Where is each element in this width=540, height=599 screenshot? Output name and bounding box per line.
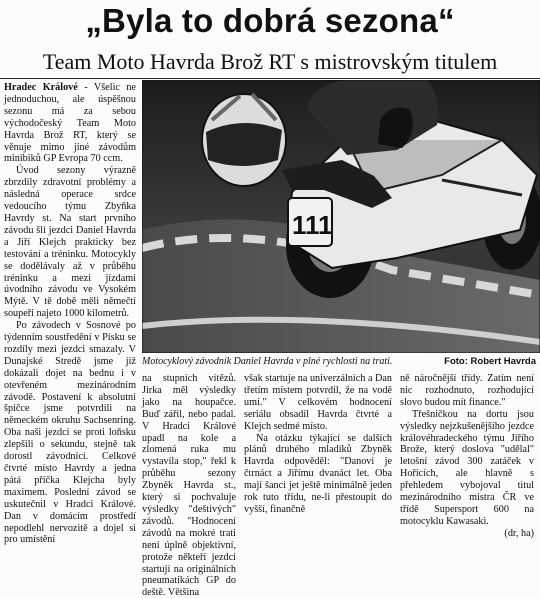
dateline-place: Hradec Králové	[4, 82, 78, 93]
paragraph: Po závodech v Sosnové po týdenním soustředění v Písku se rozdíly mezi jezdci smazaly. V Dunajské Stredě jsme již dokázali dojet na bednu i v otevřeném mezinárodním závodě. Postavení k absolutní špičce jsme potvrdili na německém okruhu Sachsenring. Oba naši jezdci se proti loňsku zlepšili o sekundu, stejně tak dorostl závodníci. Celkové čtvrté místo Havrdy a jedna pátá příčka Klejcha byly maximem. Poslední závod se uskutečnil v Hradci Králové. Dan v domácím prostředí nepodlehl nervozitě a dojel si pro umístění	[4, 320, 136, 546]
column-4	[400, 373, 534, 540]
paragraph: Třešničkou na dortu jsou výsledky nejzkušenějšího jezdce královéhradeckého týmu Jiřího Brože, který doslova "udělal" letošní závod 300 zatáček v Hořicích, ale hlavně s přehledem vybojoval titul mezinárodního mistra ČR ve třídě Supersport 600 na motocyklu Kawasaki.	[400, 408, 534, 527]
author-signature: (dr, ha)	[504, 527, 534, 539]
photo-credit: Foto: Robert Havrda	[444, 356, 536, 367]
motorcycle-photo	[142, 80, 540, 353]
column-3	[244, 373, 392, 516]
photo-caption: Motocyklový závodník Daniel Havrda v plné rychlosti na trati.	[142, 356, 393, 367]
paragraph: však startuje na univerzálních a Dan třetím místem potvrdil, že na vodě umí." V celkovém hodnocení seriálu obsadil Havrda čtvrté a Klejch sedmé místo.	[244, 373, 392, 432]
paragraph: ně náročnější třídy. Zatím není nic rozhodnuto, rozhodující slovo budou mít finance."	[400, 373, 534, 408]
paragraph: Na otázku týkající se dalších plánů druhého mladíků Zbyněk Havrda odpověděl: "Danovi je čtrnáct a Jiřímu dvanáct let. Oba mají šanci jet ještě minimálně jeden rok tuto třídu, ne-li přestoupit do vyšší, finančně	[244, 432, 392, 515]
photo-caption-row	[142, 356, 540, 370]
paragraph: Úvod sezony výrazně zbrzdily zdravotní problémy a následná operace srdce vedoucího týmu Zbyňka Havrdy st. Na start prvního závodu šli jezdci Daniel Havrda a Jiří Klejch prakticky bez testování a tréninku. Motocykly se dodělávaly až v průběhu tréninku a mezi jízdami úvodního závodu ve Vysokém Mýtě. V tě době měli němečtí soupeři najeto 1000 kilometrů.	[4, 165, 136, 320]
paragraph: na stupních vítězů. Jirka měl výsledky jako na houpačce. Buď zářil, nebo padal. V Hradci Králové upadl na kole a zlomená ruka mu vystavila stop," řekl k průběhu sezony Zbyněk Havrda st., který si pochvaluje výsledky "deštivých" závodů. "Hodnocení závodů na mokré trati není úplně objektivní, protože někteří jezdci startují na originálních pneumatikách GP do deště. Většina	[142, 373, 236, 599]
article-subheadline: Team Moto Havrda Brož RT s mistrovským titulem	[42, 49, 498, 74]
article-headline: „Byla to dobrá sezona“	[85, 2, 455, 39]
column-1	[4, 82, 136, 546]
bike-number-plate: 111	[292, 210, 333, 240]
paragraph: - Všelic ne jednoduchou, ale úspěšnou sezonu má za sebou východočeský Team Moto Havrda Brož RT, který se věnuje mimo jiné závodům minibiků GP Evropa 70 ccm.	[4, 82, 136, 165]
column-2	[142, 373, 236, 599]
header-rule	[0, 78, 540, 79]
